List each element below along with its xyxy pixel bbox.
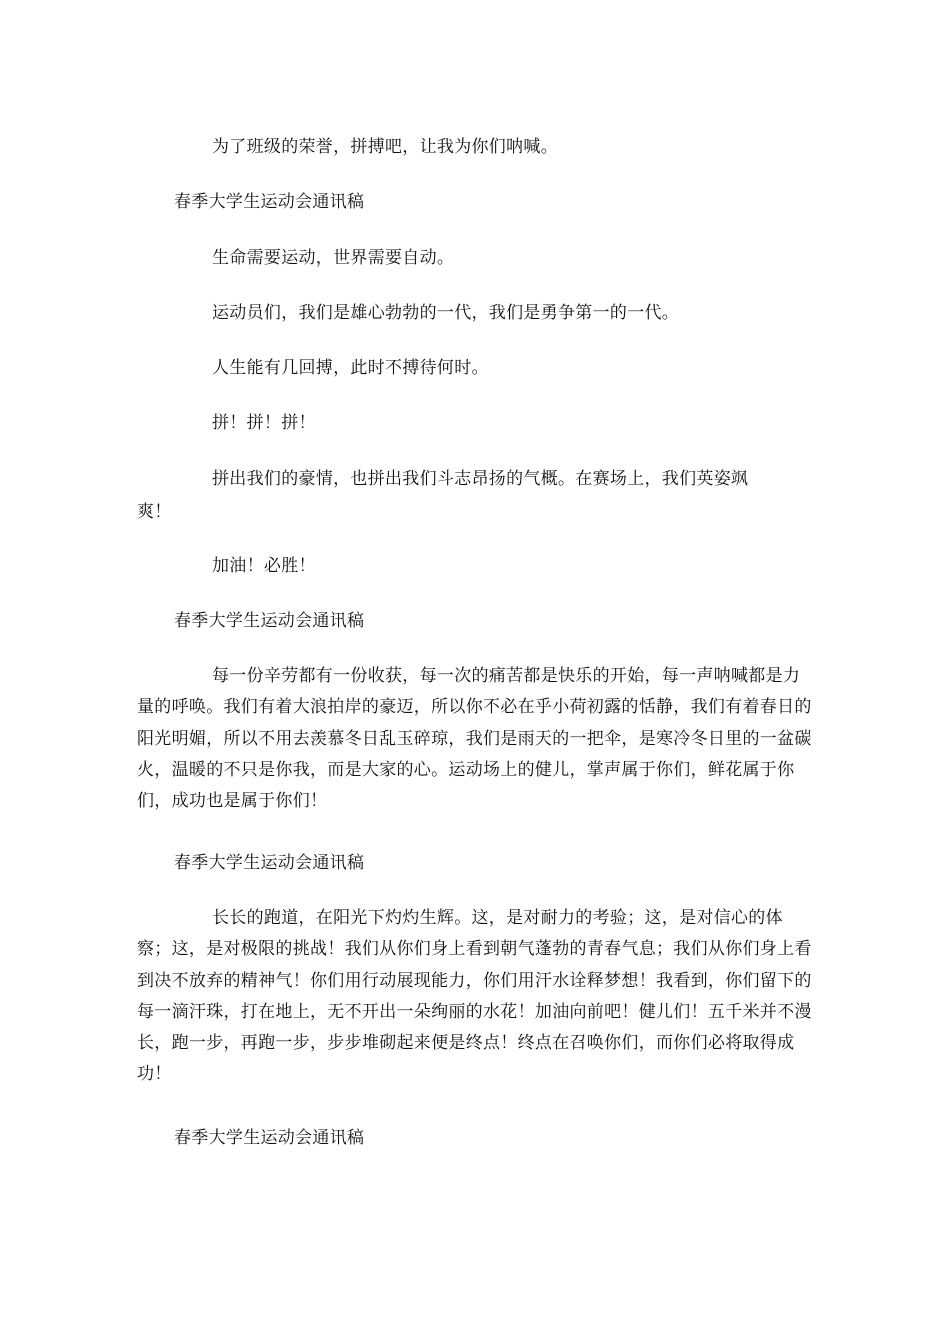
paragraph-passion-line2: 爽！: [137, 502, 172, 522]
paragraph-athletes: 运动员们，我们是雄心勃勃的一代，我们是勇争第一的一代。: [212, 303, 680, 323]
section-heading: 春季大学生运动会通讯稿: [174, 1128, 365, 1148]
paragraph-life-struggle: 人生能有几回搏，此时不搏待何时。: [212, 358, 489, 378]
paragraph-passion-line1: 拼出我们的豪情，也拼出我们斗志昂扬的气概。在赛场上，我们英姿飒: [212, 469, 749, 489]
paragraph-hard-work: 每一份辛劳都有一份收获，每一次的痛苦都是快乐的开始，每一声呐喊都是力量的呼唤。我们有着大浪拍岸的豪迈，所以你不必在乎小荷初露的恬静，我们有着春日的阳光明媚，所以不用去羡慕冬日乱玉碎琼，我们是雨天的一把伞，是寒冷冬日里的一盆碳火，温暖的不只是你我，而是大家的心。运动场上的健儿，掌声属于你们，鲜花属于你们，成功也是属于你们！: [137, 666, 812, 812]
paragraph-long-track: 长长的跑道，在阳光下灼灼生辉。这，是对耐力的考验；这，是对信心的体察；这，是对极限的挑战！我们从你们身上看到朝气蓬勃的青春气息；我们从你们身上看到决不放弃的精神气！你们用行动展现能力，你们用汗水诠释梦想！我看到，你们留下的每一滴汗珠，打在地上，无不开出一朵绚丽的水花！加油向前吧！健儿们！五千米并不漫长，跑一步，再跑一步，步步堆砌起来便是终点！终点在召唤你们，而你们必将取得成功！: [137, 908, 812, 1085]
section-heading: 春季大学生运动会通讯稿: [174, 853, 365, 873]
paragraph-life-needs-sport: 生命需要运动，世界需要自动。: [212, 248, 455, 268]
paragraph-class-honor: 为了班级的荣誉，拼搏吧，让我为你们呐喊。: [212, 137, 558, 157]
section-heading: 春季大学生运动会通讯稿: [174, 192, 365, 212]
section-heading: 春季大学生运动会通讯稿: [174, 611, 365, 631]
paragraph-fight: 拼！拼！拼！: [212, 413, 316, 433]
paragraph-cheer: 加油！必胜！: [212, 556, 316, 576]
